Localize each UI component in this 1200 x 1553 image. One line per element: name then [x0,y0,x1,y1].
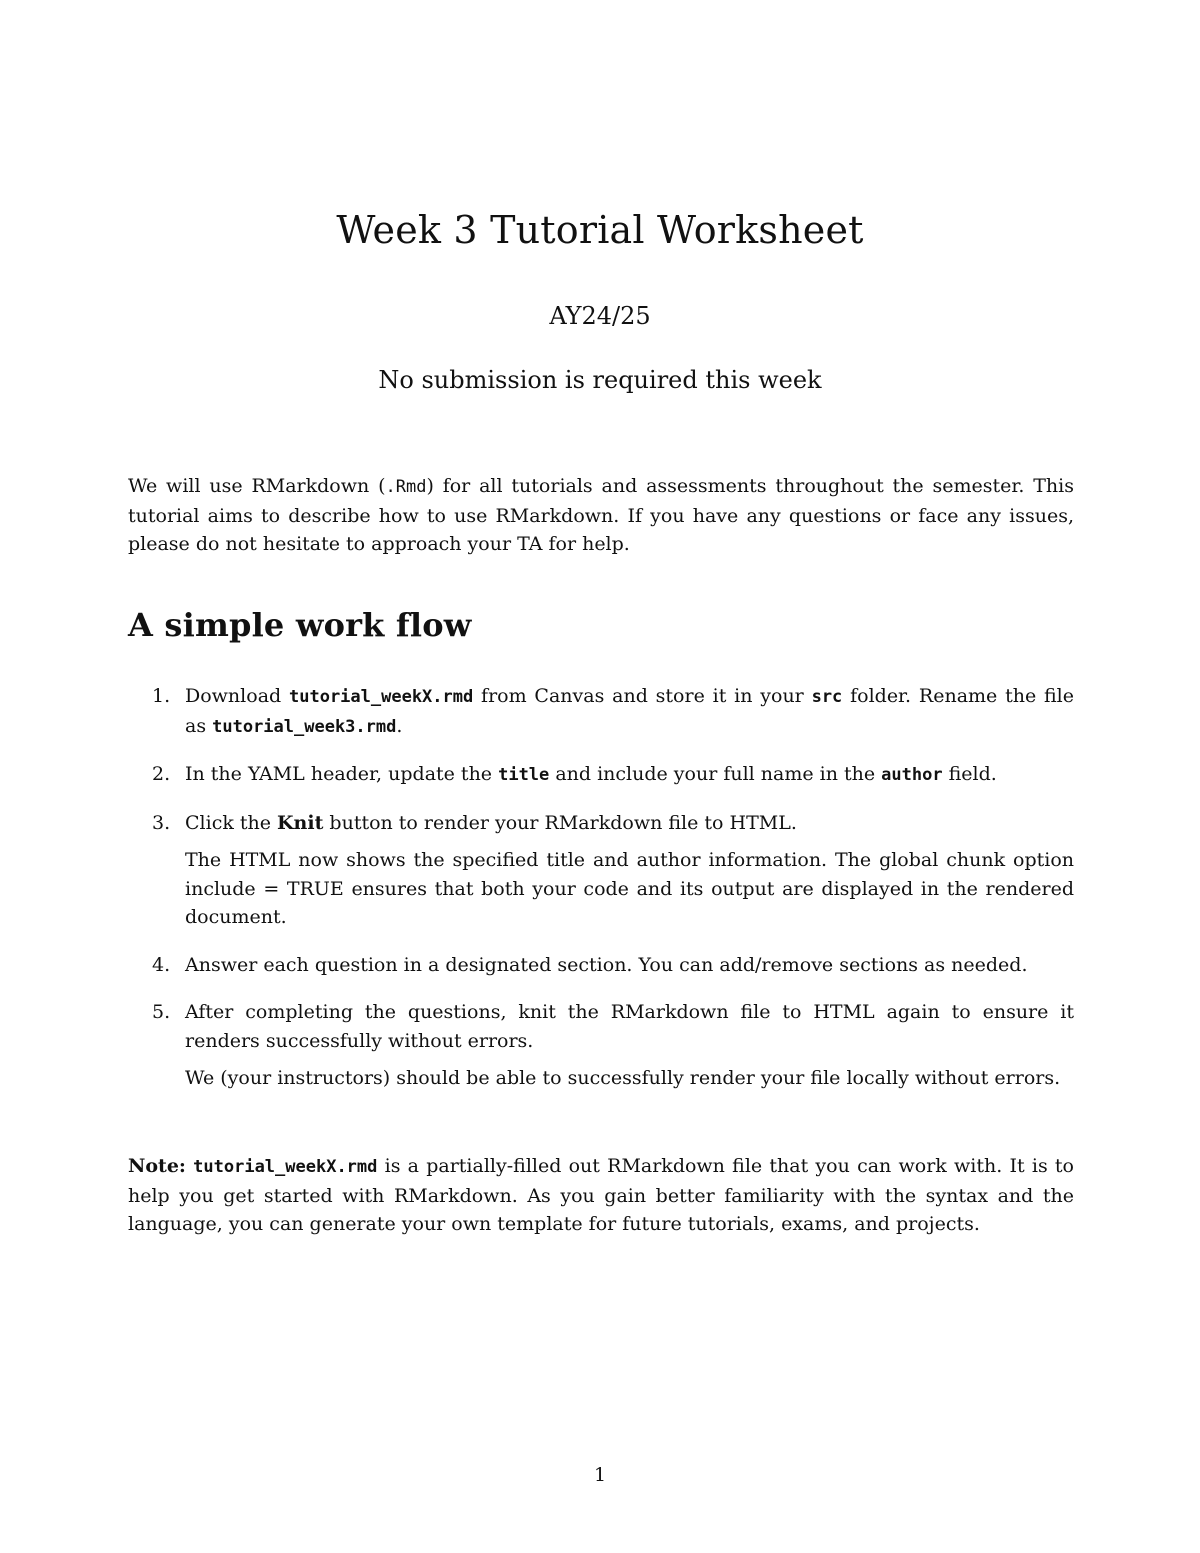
step-3 [128,809,1074,932]
step-extra-text: The HTML now shows the specified title and author information. The global chunk option include = TRUE ensures that both your code and its output are displayed in the rendered document. [185,849,1074,928]
step-text-part: In the YAML header, update the [185,763,499,785]
step-text-part: from Canvas and store it in your [473,685,812,707]
step-number: 3. [152,811,171,834]
workflow-steps [128,682,1074,1112]
code-field: title [498,765,550,785]
step-text: Answer each question in a designated section. You can add/remove sections as needed. [185,953,1028,976]
step-text-part: Click the [185,811,278,834]
step-text-part: Download [185,685,289,707]
intro-paragraph [128,472,1074,559]
document-date-line: No submission is required this week [378,366,822,394]
knit-keyword: Knit [277,811,324,834]
note-text: is a partially-filled out RMarkdown file that you can work with. It is to help you get started with RMarkdown. As you gain better familiarity with the syntax and the language, you can generate your own template for future tutorials, exams, and projects. [128,1155,1074,1235]
step-number: 4. [152,953,171,976]
note-paragraph [128,1152,1074,1239]
step-text-part: field. [942,763,997,785]
step-5 [128,998,1074,1093]
step-text-part: folder. Rename the file as [185,685,1075,737]
step-4 [128,951,1074,980]
step-text-part: and include your full name in the [549,763,882,785]
note-label: Note: [128,1155,186,1177]
step-text [185,760,1074,790]
step-text-part: . [396,714,403,737]
page-number: 1 [593,1464,607,1486]
note-code-filename: tutorial_weekX.rmd [193,1157,378,1177]
section-heading: A simple work flow [128,606,472,644]
step-text [185,809,1074,838]
step-text: After completing the questions, knit the RMarkdown file to HTML again to ensure it renders successfully without errors. [185,1001,1074,1052]
intro-code-rmd: .Rmd [385,477,427,497]
intro-text-2: ) for all tutorials and assessments throughout the semester. This tutorial aims to describe how to use RMarkdown. If you have any questions or face any issues, please do not hesitate to approach your TA for help. [128,475,1074,555]
step-number: 1. [152,685,171,707]
step-extra-text: We (your instructors) should be able to successfully render your file locally without errors. [185,1067,1061,1089]
step-number: 2. [152,763,171,785]
code-filename: tutorial_week3.rmd [212,716,397,737]
step-text-part: button to render your RMarkdown file to HTML. [323,811,797,834]
document-subtitle: AY24/25 [549,302,651,330]
intro-text-1: We will use RMarkdown ( [128,475,386,497]
document-title: Week 3 Tutorial Worksheet [336,208,864,252]
step-text [185,682,1074,741]
step-1 [128,682,1074,741]
step-2 [128,760,1074,790]
code-folder: src [811,687,843,707]
code-filename: tutorial_weekX.rmd [289,687,474,707]
code-field: author [881,765,943,785]
step-number: 5. [152,1001,171,1023]
